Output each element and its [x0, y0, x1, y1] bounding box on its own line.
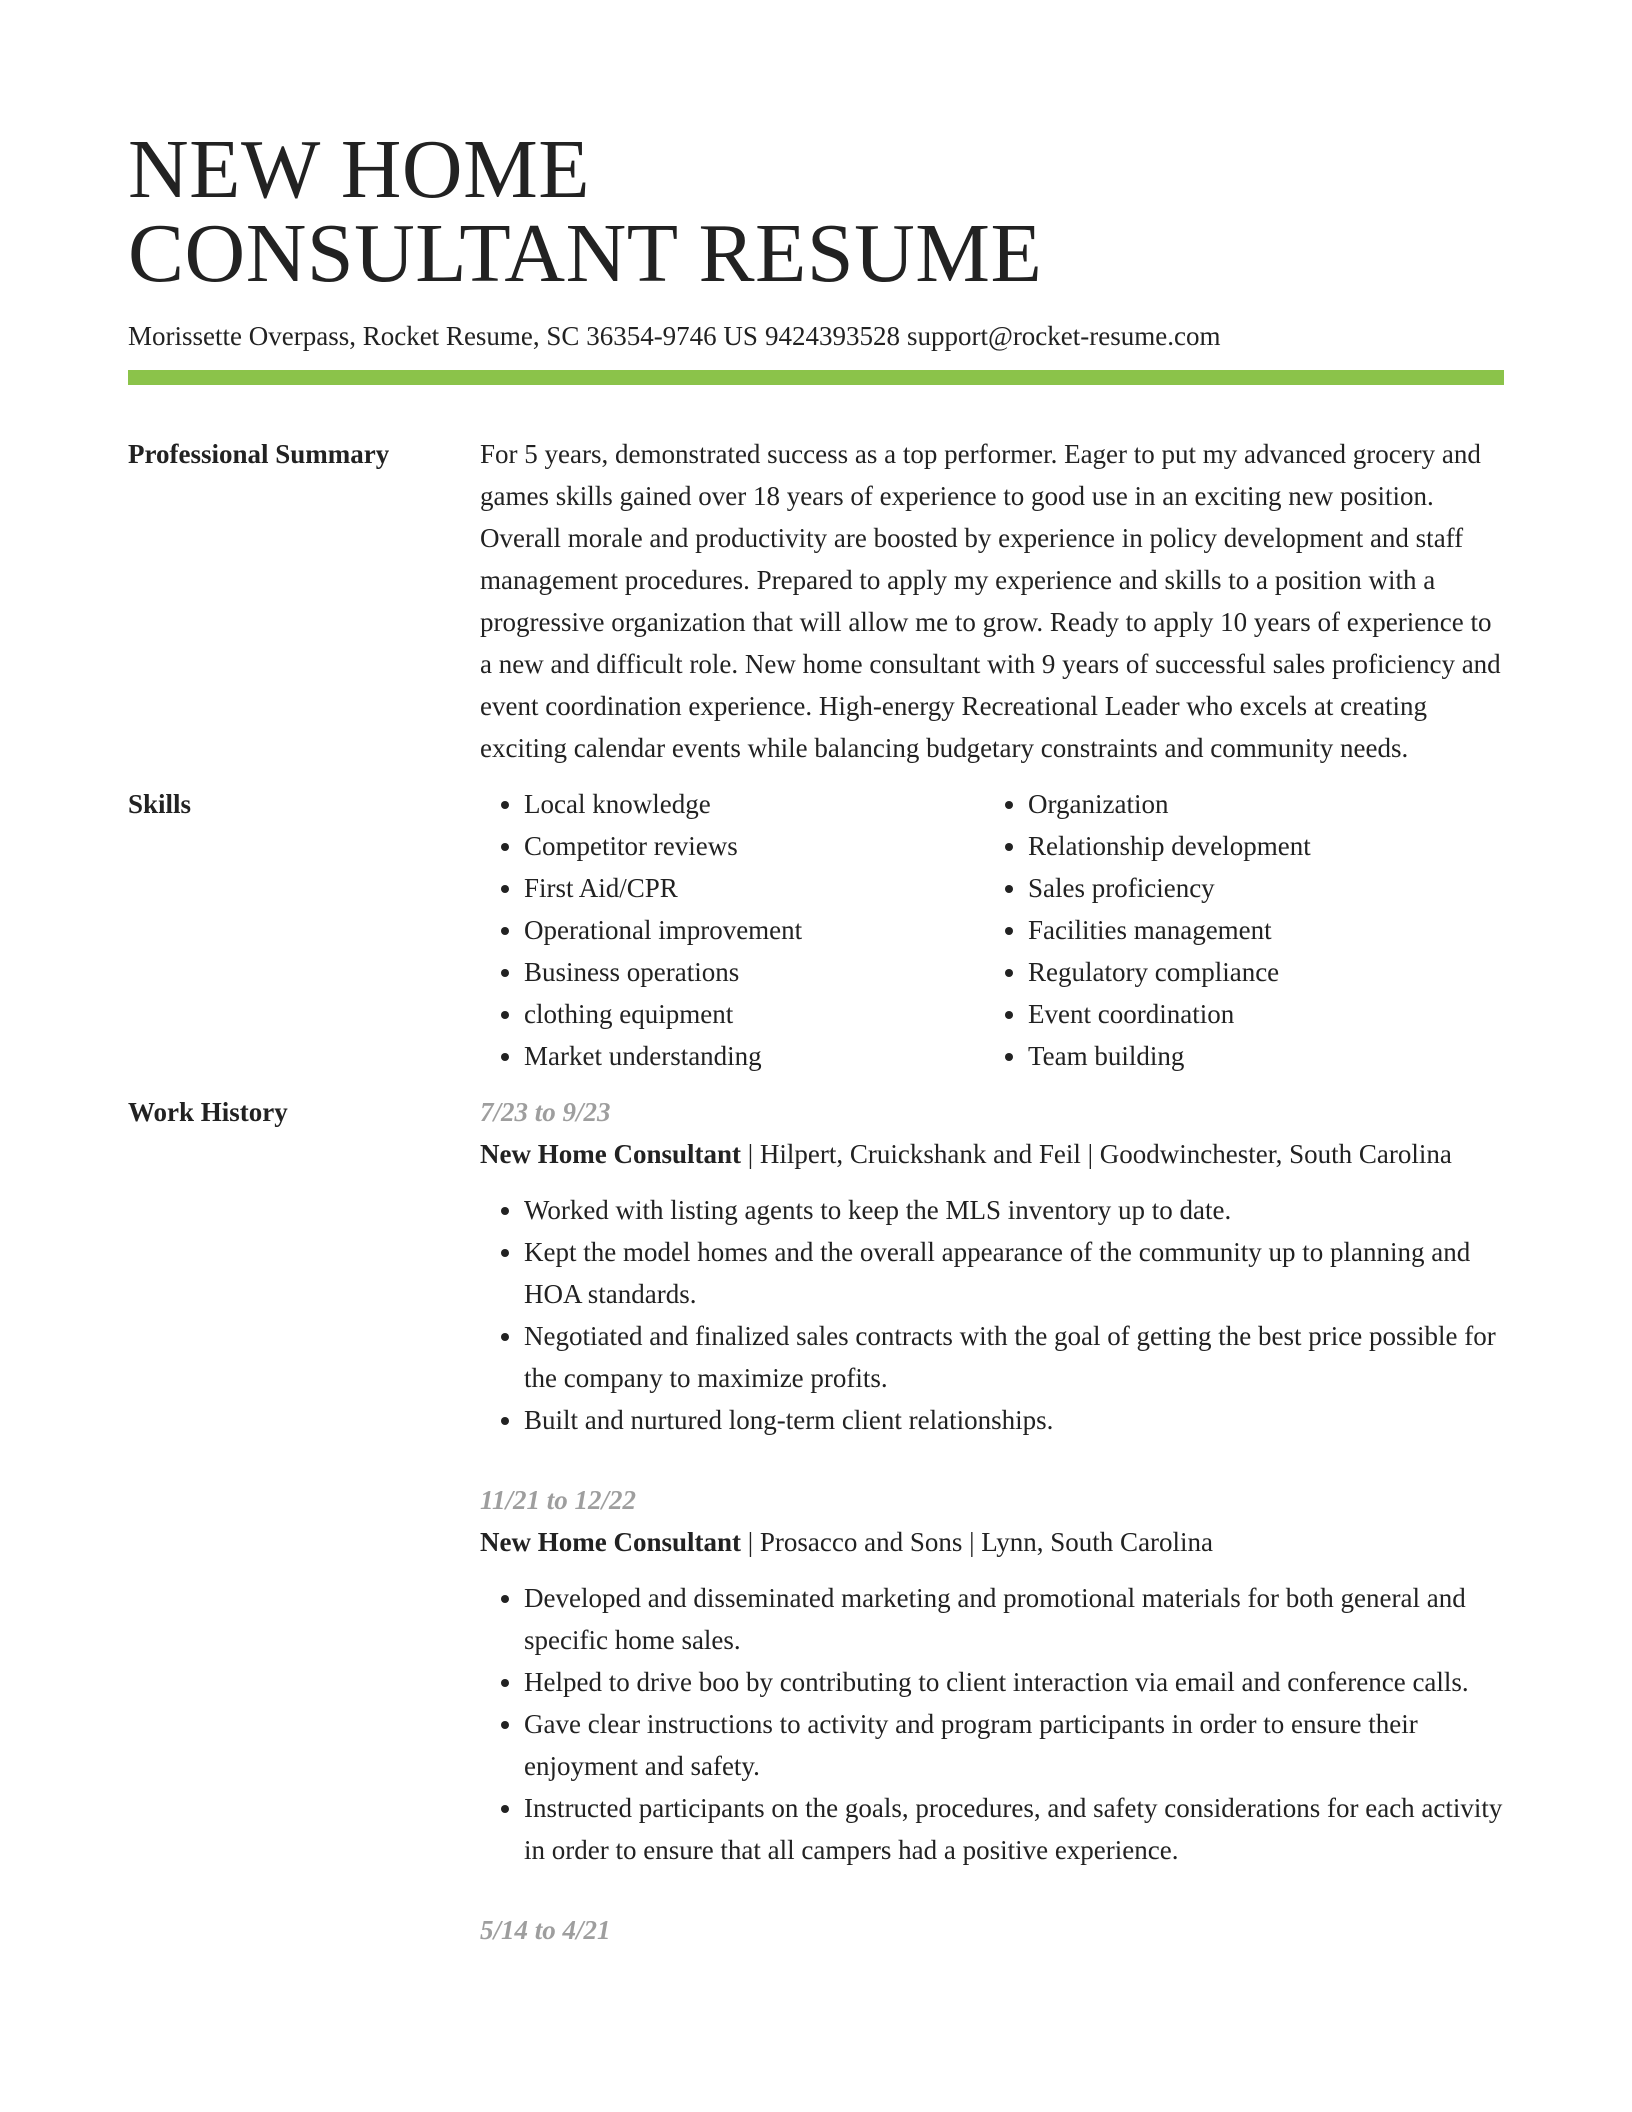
- title-line-1: NEW HOME: [128, 123, 591, 216]
- skill-item: • Local knowledge: [524, 783, 984, 825]
- title-line-2: CONSULTANT RESUME: [128, 207, 1043, 300]
- summary-text: For 5 years, demonstrated success as a top performer. Eager to put my advanced grocery and games skills gained over 18 years of experience to good use in an exciting new position. Overall morale and productivity are boosted by experience in policy development and staff management procedures. Prepared to apply my experience and skills to a position with a progressive organization that will allow me to grow. Ready to apply 10 years of experience to a new and difficult role. New home consultant with 9 years of successful sales proficiency and event coordination experience. High-energy Recreational Leader who excels at creating exciting calendar events while balancing budgetary constraints and community needs.: [480, 439, 1501, 763]
- job-bullet: • Built and nurtured long-term client relationships.: [524, 1399, 1504, 1441]
- skill-item: • Facilities management: [1028, 909, 1488, 951]
- job-heading: [480, 1521, 1504, 1563]
- skills-heading: Skills: [128, 789, 192, 819]
- skill-item: • Organization: [1028, 783, 1488, 825]
- job-bullet: • Negotiated and finalized sales contracts with the goal of getting the best price possible for the company to maximize profits.: [524, 1315, 1504, 1399]
- skill-item: • clothing equipment: [524, 993, 984, 1035]
- job-entry: [480, 1091, 1504, 1441]
- skill-item: • Regulatory compliance: [1028, 951, 1488, 993]
- job-entry: [480, 1909, 1504, 1951]
- job-dates: 11/21 to 12/22: [480, 1485, 637, 1515]
- skill-item: • Business operations: [524, 951, 984, 993]
- summary-heading: Professional Summary: [128, 439, 390, 469]
- job-dates: 5/14 to 4/21: [480, 1915, 611, 1945]
- header-divider: [128, 370, 1504, 385]
- skill-item: • First Aid/CPR: [524, 867, 984, 909]
- job-bullet: • Worked with listing agents to keep the MLS inventory up to date.: [524, 1189, 1504, 1231]
- contact-line: [128, 318, 1504, 354]
- job-title: New Home Consultant: [480, 1139, 741, 1169]
- skill-item: • Competitor reviews: [524, 825, 984, 867]
- skills-list-left: [480, 783, 984, 1077]
- work-history-section: [128, 1091, 1504, 1989]
- contact-phone: 9424393528: [764, 321, 900, 351]
- skills-section: [128, 783, 1504, 1077]
- job-dates: 7/23 to 9/23: [480, 1097, 611, 1127]
- job-details: | Prosacco and Sons | Lynn, South Carolina: [741, 1527, 1214, 1557]
- job-entry: [480, 1479, 1504, 1871]
- job-title: New Home Consultant: [480, 1527, 741, 1557]
- contact-address: Morissette Overpass, Rocket Resume, SC 36354-9746 US: [128, 321, 758, 351]
- job-heading: [480, 1133, 1504, 1175]
- resume-title: [128, 123, 1504, 300]
- work-history-heading: Work History: [128, 1097, 288, 1127]
- job-bullet: • Helped to drive boo by contributing to client interaction via email and conference calls.: [524, 1661, 1504, 1703]
- skill-item: • Operational improvement: [524, 909, 984, 951]
- job-bullet: • Instructed participants on the goals, procedures, and safety considerations for each activity in order to ensure that all campers had a positive experience.: [524, 1787, 1504, 1871]
- job-bullet: • Gave clear instructions to activity and program participants in order to ensure their enjoyment and safety.: [524, 1703, 1504, 1787]
- job-bullet: • Developed and disseminated marketing and promotional materials for both general and specific home sales.: [524, 1577, 1504, 1661]
- skill-item: • Sales proficiency: [1028, 867, 1488, 909]
- skill-item: • Relationship development: [1028, 825, 1488, 867]
- summary-section: [128, 433, 1504, 769]
- resume-page: [128, 123, 1504, 1989]
- contact-email: support@rocket-resume.com: [906, 321, 1221, 351]
- skills-list-right: [984, 783, 1488, 1077]
- skill-item: • Team building: [1028, 1035, 1488, 1077]
- job-bullet: • Kept the model homes and the overall appearance of the community up to planning and HOA standards.: [524, 1231, 1504, 1315]
- job-details: | Hilpert, Cruickshank and Feil | Goodwinchester, South Carolina: [741, 1139, 1452, 1169]
- job-bullets: [480, 1577, 1504, 1871]
- job-bullets: [480, 1189, 1504, 1441]
- skill-item: • Event coordination: [1028, 993, 1488, 1035]
- skill-item: • Market understanding: [524, 1035, 984, 1077]
